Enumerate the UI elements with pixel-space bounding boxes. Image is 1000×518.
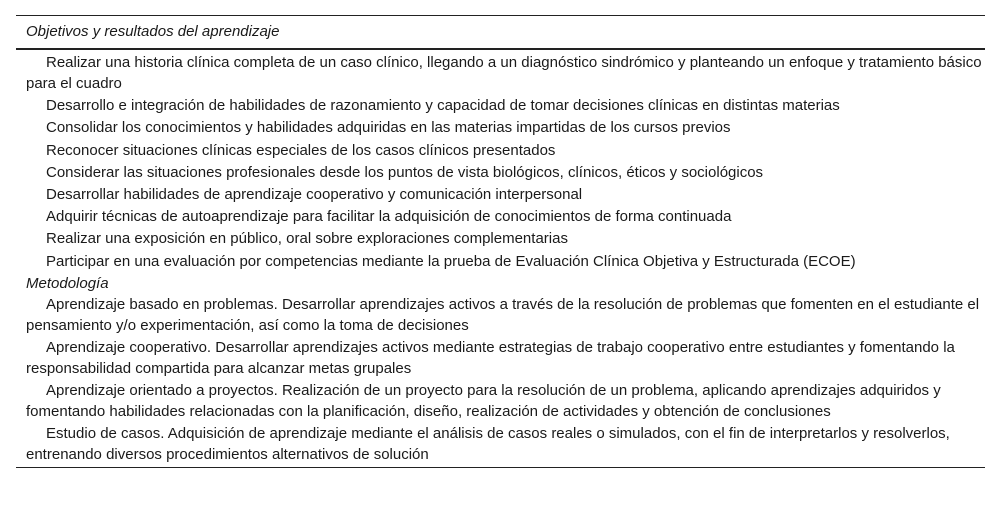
table-body	[16, 50, 985, 467]
objective-item: Participar en una evaluación por competencias mediante la prueba de Evaluación Clínica Objetiva y Estructurada (ECOE)	[46, 252, 856, 270]
objective-item: Consolidar los conocimientos y habilidades adquiridas en las materias impartidas de los cursos previos	[46, 119, 731, 137]
methodology-item: Estudio de casos. Adquisición de aprendizaje mediante el análisis de casos reales o simulados, con el fin de interpretarlos y resolverlos, entrenando diversos procedimientos alternativos de solución	[26, 425, 950, 464]
methodology-item: Aprendizaje cooperativo. Desarrollar aprendizajes activos mediante estrategias de trabajo cooperativo entre estudiantes y fomentando la responsabilidad compartida para alcanzar metas grupales	[26, 338, 955, 377]
objective-item: Realizar una historia clínica completa de un caso clínico, llegando a un diagnóstico sindrómico y planteando un enfoque y tratamiento básico para el cuadro	[26, 54, 982, 92]
objective-item: Realizar una exposición en público, oral sobre exploraciones complementarias	[46, 230, 568, 248]
objective-item: Adquirir técnicas de autoaprendizaje para facilitar la adquisición de conocimientos de forma continuada	[46, 208, 732, 226]
objective-item: Reconocer situaciones clínicas especiales de los casos clínicos presentados	[46, 141, 556, 159]
table-bottom-rule	[16, 467, 985, 468]
objective-item: Considerar las situaciones profesionales desde los puntos de vista biológicos, clínicos, éticos y sociológicos	[46, 163, 764, 181]
table-header: Objetivos y resultados del aprendizaje	[26, 23, 280, 40]
objective-item: Desarrollar habilidades de aprendizaje cooperativo y comunicación interpersonal	[46, 185, 583, 203]
methodology-item: Aprendizaje basado en problemas. Desarrollar aprendizajes activos a través de la resolución de problemas que fomenten en el estudiante el pensamiento y/o experimentación, así como la toma de decisiones	[26, 295, 980, 334]
objective-item: Desarrollo e integración de habilidades de razonamiento y capacidad de tomar decisiones clínicas en distintas materias	[46, 97, 840, 115]
methodology-item: Aprendizaje orientado a proyectos. Realización de un proyecto para la resolución de un problema, aplicando aprendizajes adquiridos y fomentando habilidades relacionadas con la planificación, diseño, realización de actividades y obtención de conclusiones	[26, 382, 941, 421]
learning-table	[16, 15, 985, 468]
methodology-title: Metodología	[26, 274, 109, 292]
